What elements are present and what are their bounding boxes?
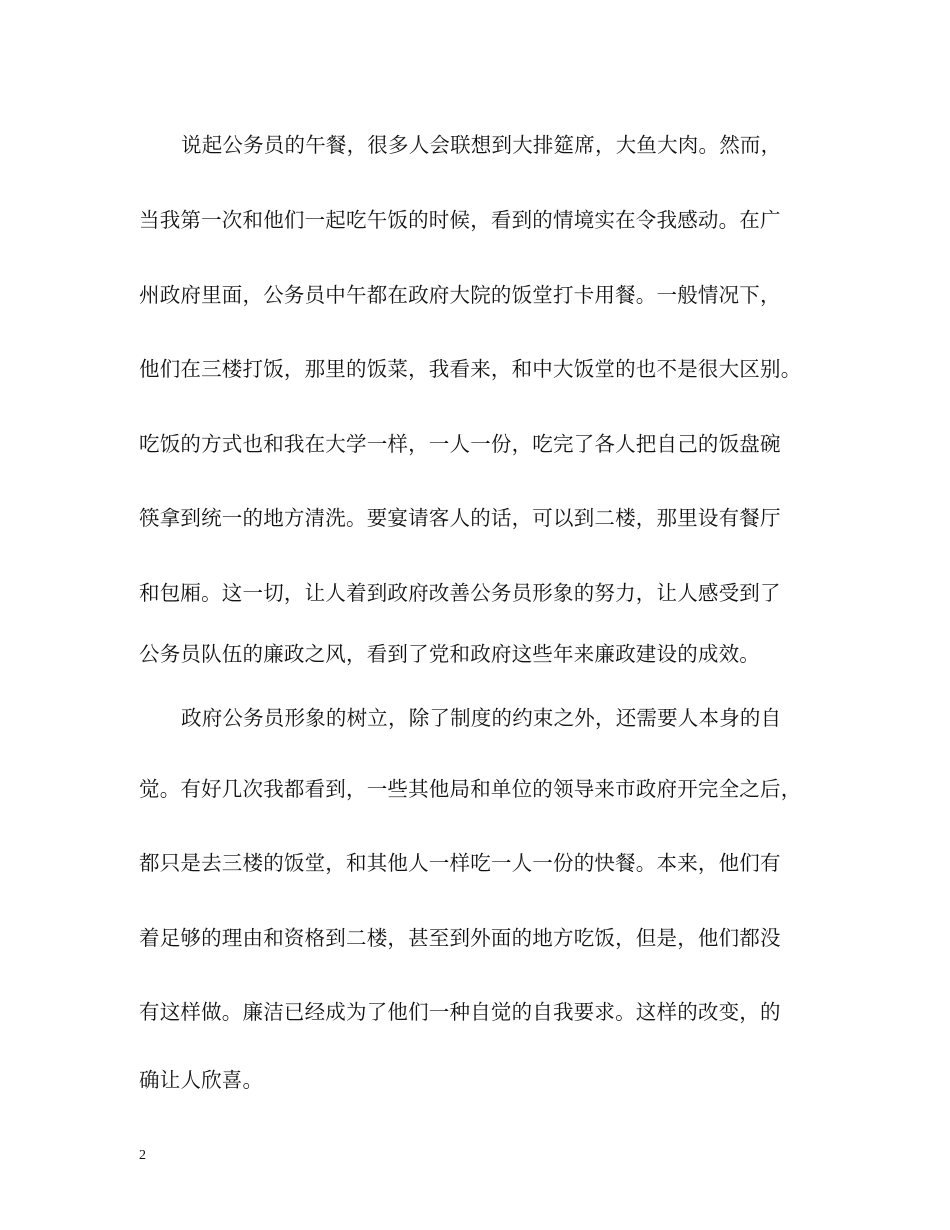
paragraph-1-line-7: 和包厢。这一切，让人着到政府改善公务员形象的努力，让人感受到了 — [139, 581, 781, 605]
paragraph-2-line-5: 有这样做。廉洁已经成为了他们一种自觉的自我要求。这样的改变，的 — [139, 1000, 781, 1024]
paragraph-2-line-1: 政府公务员形象的树立，除了制度的约束之外，还需要人本身的自 — [181, 706, 782, 730]
paragraph-2-line-3: 都只是去三楼的饭堂，和其他人一样吃一人一份的快餐。本来，他们有 — [139, 851, 781, 875]
paragraph-1-line-1: 说起公务员的午餐，很多人会联想到大排筵席，大鱼大肉。然而， — [181, 133, 782, 157]
paragraph-1-line-3: 州政府里面，公务员中午都在政府大院的饭堂打卡用餐。一般情况下， — [139, 283, 781, 307]
paragraph-2-line-2: 觉。有好几次我都看到，一些其他局和单位的领导来市政府开完全之后， — [139, 777, 802, 801]
paragraph-1-line-5: 吃饭的方式也和我在大学一样，一人一份，吃完了各人把自己的饭盘碗 — [139, 432, 781, 456]
paragraph-2-line-4: 着足够的理由和资格到二楼，甚至到外面的地方吃饭，但是，他们都没 — [139, 926, 781, 950]
paragraph-1-line-4: 他们在三楼打饭，那里的饭菜，我看来，和中大饭堂的也不是很大区别。 — [139, 357, 802, 381]
paragraph-1-line-8: 公务员队伍的廉政之风，看到了党和政府这些年来廉政建设的成效。 — [139, 642, 760, 666]
paragraph-1-line-6: 筷拿到统一的地方清洗。要宴请客人的话，可以到二楼，那里设有餐厅 — [139, 506, 781, 530]
page-number: 2 — [139, 1148, 146, 1163]
paragraph-1-line-2: 当我第一次和他们一起吃午饭的时候，看到的情境实在令我感动。在广 — [139, 208, 781, 232]
paragraph-2-line-6: 确让人欣喜。 — [139, 1068, 264, 1092]
